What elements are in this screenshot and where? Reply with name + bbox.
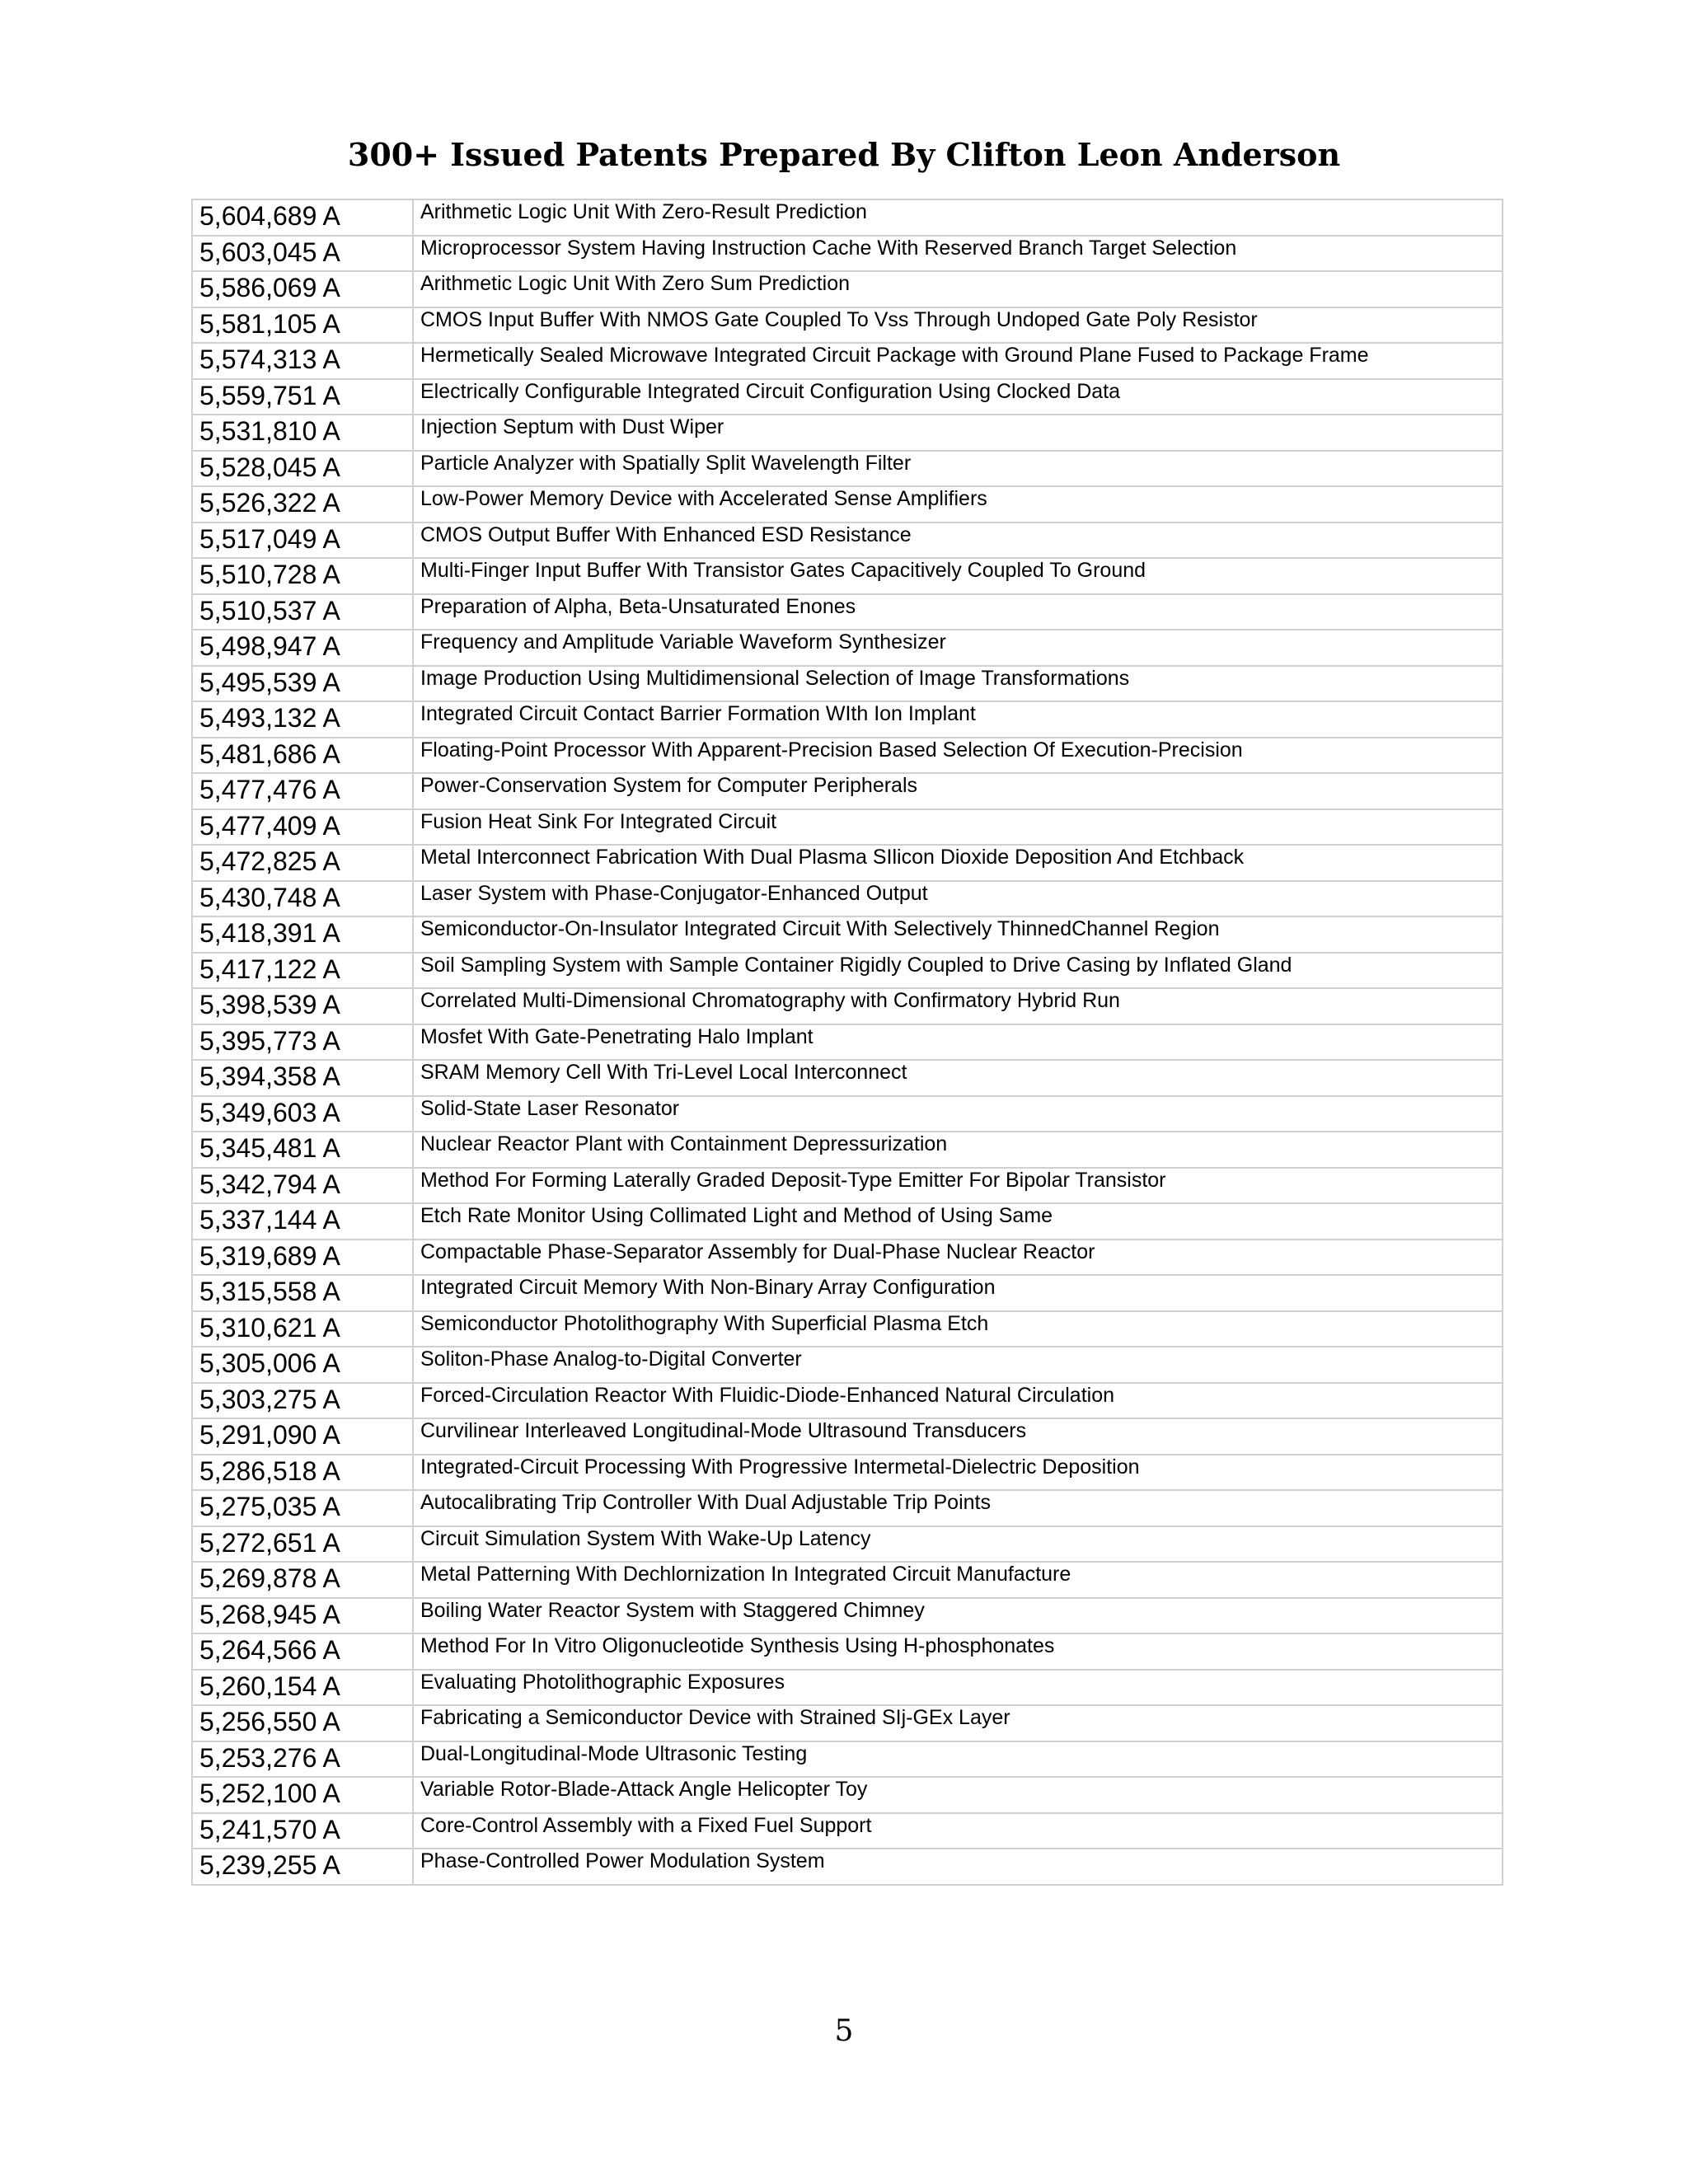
patent-title: Integrated Circuit Memory With Non-Binary Array Configuration — [413, 1275, 1503, 1311]
table-row — [192, 1168, 1503, 1204]
table-row — [192, 451, 1503, 487]
patent-number: 5,310,621 A — [192, 1311, 413, 1347]
patent-number: 5,498,947 A — [192, 630, 413, 666]
patent-number: 5,291,090 A — [192, 1418, 413, 1455]
patent-number: 5,603,045 A — [192, 236, 413, 272]
patent-number: 5,528,045 A — [192, 451, 413, 487]
patent-title: Soil Sampling System with Sample Container Rigidly Coupled to Drive Casing by Inflated Gland — [413, 953, 1503, 989]
patent-title: CMOS Input Buffer With NMOS Gate Coupled To Vss Through Undoped Gate Poly Resistor — [413, 307, 1503, 344]
table-row — [192, 881, 1503, 917]
patent-title: Preparation of Alpha, Beta-Unsaturated Enones — [413, 594, 1503, 630]
patent-number: 5,586,069 A — [192, 271, 413, 307]
table-row — [192, 523, 1503, 559]
table-row — [192, 1598, 1503, 1634]
patent-number: 5,481,686 A — [192, 738, 413, 774]
table-row — [192, 594, 1503, 630]
table-row — [192, 1849, 1503, 1885]
patent-rows — [192, 199, 1503, 1885]
patent-number: 5,395,773 A — [192, 1024, 413, 1061]
table-row — [192, 666, 1503, 702]
patent-number: 5,510,728 A — [192, 558, 413, 594]
table-row — [192, 1024, 1503, 1061]
patent-table — [191, 199, 1503, 1886]
table-row — [192, 1203, 1503, 1240]
patent-number: 5,531,810 A — [192, 415, 413, 451]
patent-title: SRAM Memory Cell With Tri-Level Local Interconnect — [413, 1060, 1503, 1096]
patent-number: 5,264,566 A — [192, 1633, 413, 1670]
table-row — [192, 773, 1503, 809]
patent-title: Microprocessor System Having Instruction Cache With Reserved Branch Target Selection — [413, 236, 1503, 272]
patent-number: 5,604,689 A — [192, 199, 413, 236]
patent-number: 5,241,570 A — [192, 1813, 413, 1849]
table-row — [192, 916, 1503, 953]
patent-title: Mosfet With Gate-Penetrating Halo Implant — [413, 1024, 1503, 1061]
table-row — [192, 1060, 1503, 1096]
table-row — [192, 1311, 1503, 1347]
patent-title: Injection Septum with Dust Wiper — [413, 415, 1503, 451]
patent-title: Compactable Phase-Separator Assembly for Dual-Phase Nuclear Reactor — [413, 1240, 1503, 1276]
patent-number: 5,477,476 A — [192, 773, 413, 809]
patent-number: 5,495,539 A — [192, 666, 413, 702]
table-row — [192, 1275, 1503, 1311]
table-row — [192, 1633, 1503, 1670]
patent-number: 5,272,651 A — [192, 1526, 413, 1563]
patent-title: Integrated Circuit Contact Barrier Formation WIth Ion Implant — [413, 701, 1503, 738]
patent-title: Integrated-Circuit Processing With Progressive Intermetal-Dielectric Deposition — [413, 1455, 1503, 1491]
patent-title: Semiconductor Photolithography With Superficial Plasma Etch — [413, 1311, 1503, 1347]
patent-title: Metal Patterning With Dechlornization In Integrated Circuit Manufacture — [413, 1562, 1503, 1598]
patent-number: 5,510,537 A — [192, 594, 413, 630]
table-row — [192, 1383, 1503, 1419]
patent-number: 5,394,358 A — [192, 1060, 413, 1096]
patent-title: Boiling Water Reactor System with Staggered Chimney — [413, 1598, 1503, 1634]
patent-number: 5,559,751 A — [192, 379, 413, 415]
patent-number: 5,517,049 A — [192, 523, 413, 559]
patent-title: Phase-Controlled Power Modulation System — [413, 1849, 1503, 1885]
table-row — [192, 307, 1503, 344]
table-row — [192, 845, 1503, 881]
table-row — [192, 271, 1503, 307]
table-row — [192, 1240, 1503, 1276]
table-row — [192, 1418, 1503, 1455]
patent-number: 5,260,154 A — [192, 1670, 413, 1706]
table-row — [192, 486, 1503, 523]
patent-number: 5,430,748 A — [192, 881, 413, 917]
patent-title: Solid-State Laser Resonator — [413, 1096, 1503, 1132]
patent-title: Fusion Heat Sink For Integrated Circuit — [413, 809, 1503, 846]
patent-number: 5,472,825 A — [192, 845, 413, 881]
patent-number: 5,477,409 A — [192, 809, 413, 846]
table-row — [192, 1670, 1503, 1706]
table-row — [192, 1741, 1503, 1778]
table-row — [192, 1096, 1503, 1132]
patent-title: Electrically Configurable Integrated Circuit Configuration Using Clocked Data — [413, 379, 1503, 415]
table-row — [192, 379, 1503, 415]
patent-title: Evaluating Photolithographic Exposures — [413, 1670, 1503, 1706]
patent-title: Semiconductor-On-Insulator Integrated Circuit With Selectively ThinnedChannel Region — [413, 916, 1503, 953]
page-title: 300+ Issued Patents Prepared By Clifton Leon Anderson — [347, 136, 1341, 173]
patent-title: Power-Conservation System for Computer Peripherals — [413, 773, 1503, 809]
page-number: 5 — [834, 2014, 854, 2048]
patent-title: Correlated Multi-Dimensional Chromatography with Confirmatory Hybrid Run — [413, 988, 1503, 1024]
table-row — [192, 1562, 1503, 1598]
patent-number: 5,319,689 A — [192, 1240, 413, 1276]
patent-title: Method For Forming Laterally Graded Deposit-Type Emitter For Bipolar Transistor — [413, 1168, 1503, 1204]
patent-number: 5,349,603 A — [192, 1096, 413, 1132]
patent-number: 5,256,550 A — [192, 1705, 413, 1741]
patent-number: 5,303,275 A — [192, 1383, 413, 1419]
patent-number: 5,398,539 A — [192, 988, 413, 1024]
table-row — [192, 630, 1503, 666]
table-row — [192, 1490, 1503, 1526]
patent-number: 5,275,035 A — [192, 1490, 413, 1526]
patent-number: 5,305,006 A — [192, 1347, 413, 1383]
patent-title: Image Production Using Multidimensional Selection of Image Transformations — [413, 666, 1503, 702]
patent-number: 5,342,794 A — [192, 1168, 413, 1204]
patent-number: 5,526,322 A — [192, 486, 413, 523]
patent-number: 5,581,105 A — [192, 307, 413, 344]
patent-number: 5,268,945 A — [192, 1598, 413, 1634]
patent-title: Arithmetic Logic Unit With Zero-Result Prediction — [413, 199, 1503, 236]
patent-title: Hermetically Sealed Microwave Integrated Circuit Package with Ground Plane Fused to Package Frame — [413, 343, 1503, 379]
patent-title: Laser System with Phase-Conjugator-Enhanced Output — [413, 881, 1503, 917]
patent-number: 5,337,144 A — [192, 1203, 413, 1240]
patent-title: Curvilinear Interleaved Longitudinal-Mode Ultrasound Transducers — [413, 1418, 1503, 1455]
patent-title: Dual-Longitudinal-Mode Ultrasonic Testing — [413, 1741, 1503, 1778]
table-row — [192, 1705, 1503, 1741]
patent-number: 5,345,481 A — [192, 1132, 413, 1168]
patent-number: 5,252,100 A — [192, 1777, 413, 1813]
table-row — [192, 199, 1503, 236]
patent-title: Low-Power Memory Device with Accelerated Sense Amplifiers — [413, 486, 1503, 523]
patent-title: Forced-Circulation Reactor With Fluidic-Diode-Enhanced Natural Circulation — [413, 1383, 1503, 1419]
patent-title: Arithmetic Logic Unit With Zero Sum Prediction — [413, 271, 1503, 307]
table-row — [192, 1777, 1503, 1813]
table-row — [192, 953, 1503, 989]
patent-title: Soliton-Phase Analog-to-Digital Converter — [413, 1347, 1503, 1383]
table-row — [192, 809, 1503, 846]
patent-title: Core-Control Assembly with a Fixed Fuel Support — [413, 1813, 1503, 1849]
patent-number: 5,253,276 A — [192, 1741, 413, 1778]
table-row — [192, 1455, 1503, 1491]
patent-title: Variable Rotor-Blade-Attack Angle Helicopter Toy — [413, 1777, 1503, 1813]
table-row — [192, 236, 1503, 272]
table-row — [192, 988, 1503, 1024]
patent-number: 5,417,122 A — [192, 953, 413, 989]
patent-title: Frequency and Amplitude Variable Waveform Synthesizer — [413, 630, 1503, 666]
patent-number: 5,269,878 A — [192, 1562, 413, 1598]
patent-number: 5,315,558 A — [192, 1275, 413, 1311]
patent-title: Nuclear Reactor Plant with Containment Depressurization — [413, 1132, 1503, 1168]
patent-title: Fabricating a Semiconductor Device with Strained SIj-GEx Layer — [413, 1705, 1503, 1741]
patent-title: Autocalibrating Trip Controller With Dual Adjustable Trip Points — [413, 1490, 1503, 1526]
patent-title: Metal Interconnect Fabrication With Dual Plasma SIlicon Dioxide Deposition And Etchback — [413, 845, 1503, 881]
patent-title: Etch Rate Monitor Using Collimated Light and Method of Using Same — [413, 1203, 1503, 1240]
patent-title: Particle Analyzer with Spatially Split Wavelength Filter — [413, 451, 1503, 487]
patent-number: 5,418,391 A — [192, 916, 413, 953]
table-row — [192, 415, 1503, 451]
patent-title: Floating-Point Processor With Apparent-Precision Based Selection Of Execution-Precision — [413, 738, 1503, 774]
table-row — [192, 701, 1503, 738]
patent-title: Circuit Simulation System With Wake-Up Latency — [413, 1526, 1503, 1563]
table-row — [192, 1813, 1503, 1849]
table-row — [192, 558, 1503, 594]
patent-title: Multi-Finger Input Buffer With Transistor Gates Capacitively Coupled To Ground — [413, 558, 1503, 594]
table-row — [192, 1132, 1503, 1168]
table-row — [192, 738, 1503, 774]
table-row — [192, 343, 1503, 379]
table-row — [192, 1526, 1503, 1563]
patent-number: 5,286,518 A — [192, 1455, 413, 1491]
patent-number: 5,239,255 A — [192, 1849, 413, 1885]
patent-number: 5,493,132 A — [192, 701, 413, 738]
patent-number: 5,574,313 A — [192, 343, 413, 379]
table-row — [192, 1347, 1503, 1383]
patent-title: CMOS Output Buffer With Enhanced ESD Resistance — [413, 523, 1503, 559]
patent-title: Method For In Vitro Oligonucleotide Synthesis Using H-phosphonates — [413, 1633, 1503, 1670]
